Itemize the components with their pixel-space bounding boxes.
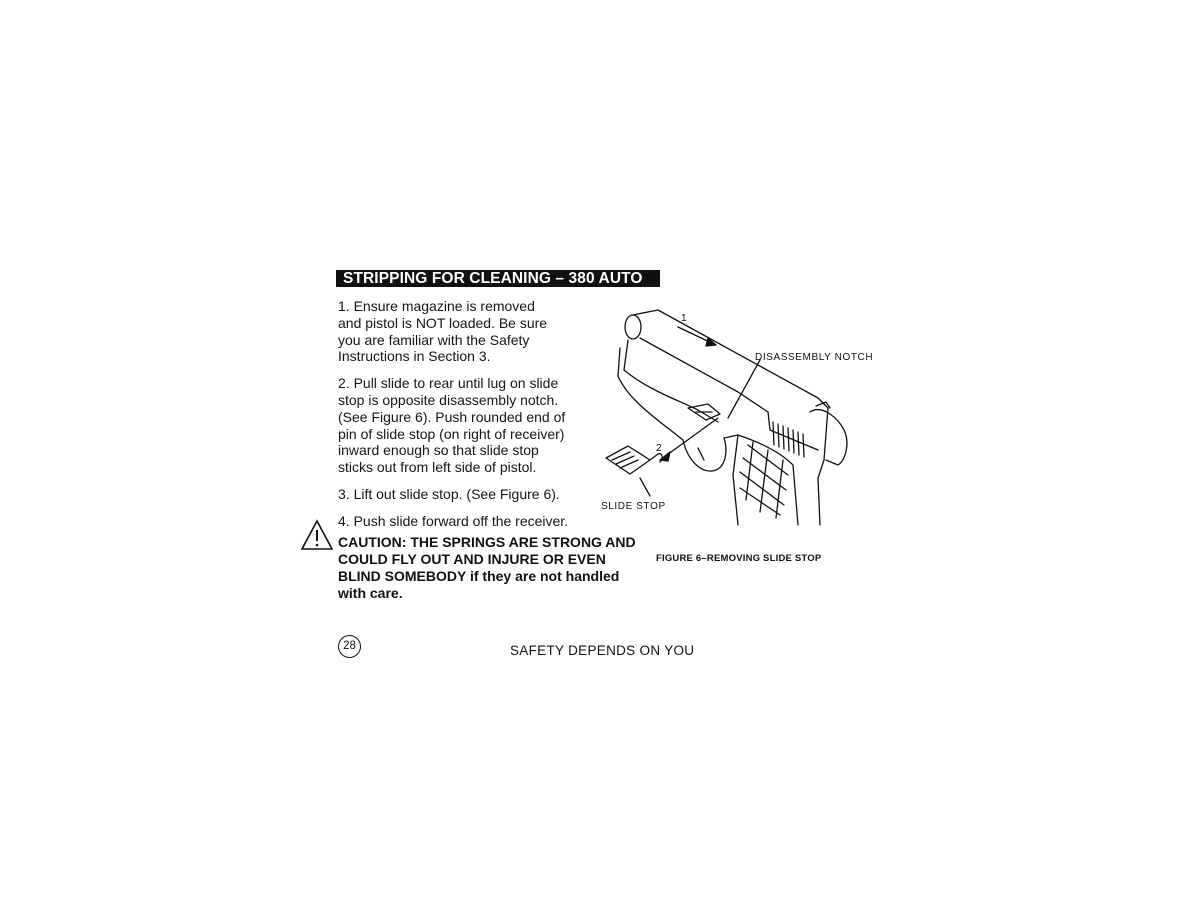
callout-1: 1 (681, 313, 688, 324)
step-4: 4. Push slide forward off the receiver. (338, 512, 569, 529)
page-number-badge: 28 (338, 635, 361, 658)
slide-stop-label: SLIDE STOP (601, 501, 666, 512)
caution-notice (338, 534, 638, 602)
step-3: 3. Lift out slide stop. (See Figure 6). (338, 485, 560, 502)
section-title: STRIPPING FOR CLEANING – 380 AUTO (343, 270, 643, 287)
warning-triangle-icon (300, 519, 334, 551)
callout-2: 2 (656, 443, 663, 454)
disassembly-notch-label: DISASSEMBLY NOTCH (755, 352, 874, 363)
figure-caption: FIGURE 6–REMOVING SLIDE STOP (656, 553, 822, 564)
step-1: 1. Ensure magazine is removed and pistol is NOT loaded. Be sure you are familiar with the Safety Instructions in Section 3. (338, 298, 548, 365)
caution-text: THE SPRINGS ARE STRONG AND COULD FLY OUT AND INJURE OR EVEN BLIND SOMEBODY if they are not handled with care. (338, 534, 636, 601)
caution-label: CAUTION: (338, 534, 407, 550)
pistol-illustration (588, 300, 888, 535)
footer-text: SAFETY DEPENDS ON YOU (510, 643, 695, 658)
step-2: 2. Pull slide to rear until lug on slide stop is opposite disassembly notch. (See Figure 6). Push rounded end of pin of slide stop (on right of receiver) inward enough so that slide stop sticks out from left side of pistol. (338, 375, 566, 476)
